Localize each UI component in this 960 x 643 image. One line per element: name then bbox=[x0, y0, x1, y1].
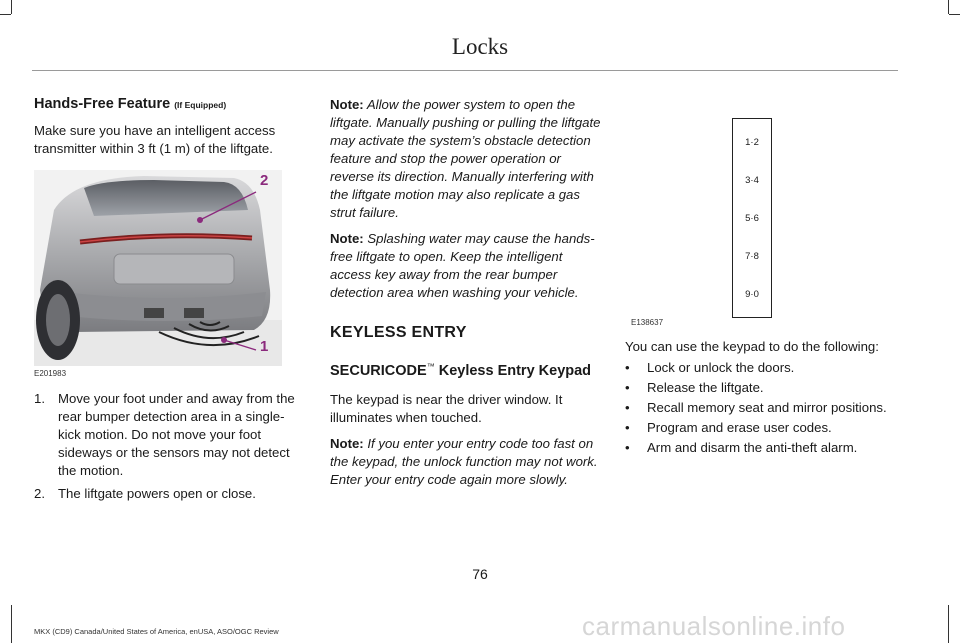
note-label: Note: bbox=[330, 231, 364, 246]
intro-paragraph: Make sure you have an intelligent access transmitter within 3 ft (1 m) of the liftgate. bbox=[34, 123, 276, 156]
note-label: Note: bbox=[330, 435, 364, 451]
list-item bbox=[625, 378, 900, 398]
keypad-uses-intro: You can use the keypad to do the following: bbox=[625, 339, 879, 354]
callout-1: 1 bbox=[260, 338, 269, 355]
list-item bbox=[34, 485, 304, 503]
subsection-title bbox=[330, 362, 602, 379]
trademark: ™ bbox=[426, 362, 435, 371]
figure-code: E138637 bbox=[631, 318, 664, 327]
step-number: 1. bbox=[34, 391, 45, 406]
crop-mark bbox=[948, 605, 949, 643]
vehicle-rear-figure bbox=[34, 170, 282, 366]
crop-mark bbox=[0, 14, 11, 15]
crop-mark bbox=[949, 14, 960, 15]
step-number: 2. bbox=[34, 486, 45, 501]
bullet-text: Recall memory seat and mirror positions. bbox=[647, 400, 887, 415]
keypad-location-paragraph: The keypad is near the driver window. It illuminates when touched. bbox=[330, 391, 563, 425]
keypad-panel bbox=[732, 118, 772, 318]
header-rule bbox=[32, 70, 898, 71]
keypad-uses-list bbox=[625, 358, 900, 458]
bullet-text: Program and erase user codes. bbox=[647, 420, 832, 435]
subheading-text: SECURICODE bbox=[330, 362, 427, 379]
column-left bbox=[34, 96, 304, 503]
bullet: • bbox=[625, 360, 630, 375]
note-text: If you enter your entry code too fast on the keypad, the unlock function may not work. Enter your entry code again more slowly. bbox=[330, 435, 598, 487]
list-item bbox=[625, 438, 900, 458]
keypad-key-9-0[interactable]: 9·0 bbox=[745, 289, 759, 300]
note-text: Splashing water may cause the hands-free liftgate to open. Keep the intelligent access key away from the rear bumper detection area when washing your vehicle. bbox=[330, 231, 595, 300]
bullet-text: Lock or unlock the doors. bbox=[647, 360, 795, 375]
section-heading bbox=[34, 96, 304, 112]
figure-code: E201983 bbox=[34, 369, 67, 378]
heading-suffix: (If Equipped) bbox=[174, 100, 227, 110]
heading-text: Hands-Free Feature bbox=[34, 96, 171, 112]
keypad-key-3-4[interactable]: 3·4 bbox=[745, 175, 759, 186]
column-middle bbox=[330, 96, 602, 489]
bullet: • bbox=[625, 380, 630, 395]
keypad-key-5-6[interactable]: 5·6 bbox=[745, 213, 759, 224]
list-item bbox=[34, 390, 304, 480]
section-title: KEYLESS ENTRY bbox=[330, 324, 467, 341]
step-text: Move your foot under and away from the rear bumper detection area in a single-kick motion. Do not move your foot sideways or the sensors may not detect the motion. bbox=[58, 391, 295, 478]
list-item bbox=[625, 398, 900, 418]
keypad-figure bbox=[625, 96, 900, 326]
bullet-text: Release the liftgate. bbox=[647, 380, 764, 395]
callout-2: 2 bbox=[260, 172, 269, 189]
steps-list bbox=[34, 390, 304, 503]
note-label: Note: bbox=[330, 97, 364, 112]
column-right bbox=[625, 96, 900, 458]
bullet: • bbox=[625, 440, 630, 455]
note-power-system bbox=[330, 96, 602, 222]
crop-mark bbox=[11, 0, 12, 14]
crop-mark bbox=[948, 0, 949, 14]
watermark: carmanualsonline.info bbox=[582, 611, 846, 641]
keypad-key-1-2[interactable]: 1·2 bbox=[745, 137, 759, 148]
note-entry-code bbox=[330, 435, 602, 489]
document-info: MKX (CD9) Canada/United States of America, enUSA, ASO/OGC Review bbox=[34, 627, 279, 636]
crop-mark bbox=[11, 605, 12, 643]
note-text: Allow the power system to open the liftgate. Manually pushing or pulling the liftgate may activate the system’s obstacle detection feature and stop the power operation or reverse its direction. Manually interfering with the liftgate motion may also replicate a gas strut failure. bbox=[330, 97, 601, 220]
note-splashing-water bbox=[330, 230, 602, 302]
bullet: • bbox=[625, 400, 630, 415]
step-text: The liftgate powers open or close. bbox=[58, 486, 256, 501]
page-title: Locks bbox=[451, 34, 509, 59]
list-item bbox=[625, 358, 900, 378]
page-number: 76 bbox=[472, 566, 488, 582]
list-item bbox=[625, 418, 900, 438]
bullet-text: Arm and disarm the anti-theft alarm. bbox=[647, 440, 858, 455]
keypad-key-7-8[interactable]: 7·8 bbox=[745, 251, 759, 262]
subheading-rest: Keyless Entry Keypad bbox=[434, 362, 592, 379]
suv-rear-illustration bbox=[34, 170, 282, 366]
bullet: • bbox=[625, 420, 630, 435]
